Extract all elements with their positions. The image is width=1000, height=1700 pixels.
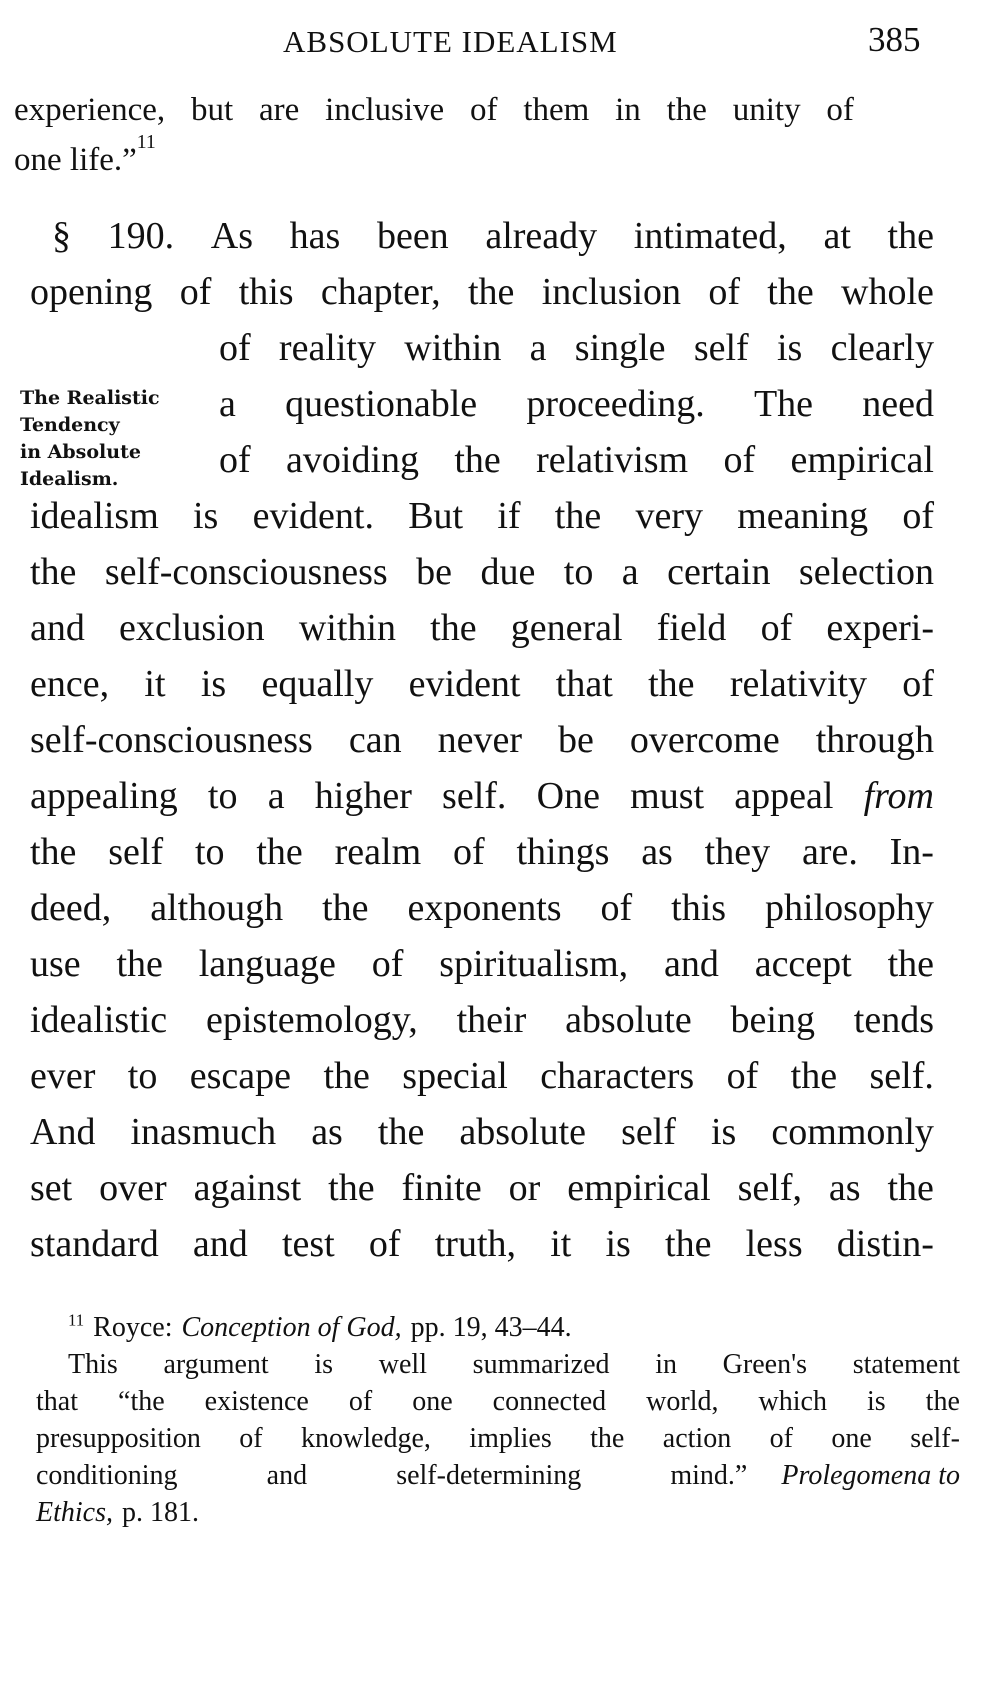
word: need [862,383,934,425]
word: relativism [536,439,689,481]
footnote-work-title: Prolegomena to [781,1460,960,1491]
word: ever [30,1055,96,1097]
word: which [758,1386,827,1417]
word: use [30,943,81,985]
word: the [328,1167,375,1209]
word: never [437,719,522,761]
section-line [30,774,934,818]
word: one [412,1386,453,1417]
word: intimated, [633,215,787,257]
section-line [30,830,934,874]
word: existence [204,1386,309,1417]
word: knowledge, [301,1423,431,1454]
word: due [480,551,536,593]
word: of [371,943,404,985]
word: of [726,1055,759,1097]
word: must [630,775,705,817]
word: § [52,215,71,257]
section-line [30,1222,934,1266]
word: higher [314,775,412,817]
word: epistemology, [206,999,418,1041]
word: presupposition [36,1423,201,1454]
word: the [590,1423,625,1454]
word: be [558,719,594,761]
word: the [790,1055,838,1097]
section-line [30,886,934,930]
word: self-consciousness [104,551,388,593]
word: tends [853,999,934,1041]
sidenote-line: Tendency [20,414,120,436]
word: idealism [30,495,159,537]
word: This [68,1349,118,1380]
footnote-line-words [36,1460,747,1492]
word: within [298,607,396,649]
word: to [194,831,225,873]
word: of [723,439,756,481]
word: of [179,271,212,313]
word: is [866,1386,886,1417]
word: that [36,1386,78,1417]
word: inclusive [325,92,445,128]
word: self. [869,1055,934,1097]
word: to [127,1055,158,1097]
running-head [0,18,1000,68]
word: But [408,495,464,537]
word: the [454,439,501,481]
word: single [574,327,666,369]
word: of [348,1386,373,1417]
word: In- [889,831,934,873]
word: is [314,1349,334,1380]
word: the [256,831,303,873]
continuation-text: one life.” [14,142,137,178]
word: relativity [729,663,867,705]
section-line-words [30,774,934,818]
word: one [831,1423,872,1454]
running-title: ABSOLUTE IDEALISM [283,24,618,59]
word: the [554,495,602,537]
word: the [323,1055,370,1097]
word: general [510,607,623,649]
footnote-line [68,1349,960,1381]
word: the [887,215,934,257]
word: the [116,943,163,985]
word: evident. [252,495,374,537]
word: of [902,495,934,537]
word: escape [189,1055,292,1097]
word: being [730,999,815,1041]
word: set [30,1167,73,1209]
word: proceeding. [526,383,705,425]
word: self- [910,1423,960,1454]
word: already [485,215,598,257]
word: the [925,1386,960,1417]
word: is [710,1111,737,1153]
word: is [605,1223,631,1265]
word: been [376,215,449,257]
word: philosophy [765,887,934,929]
word: As [210,215,254,257]
footnote-work-page: p. 181. [122,1497,199,1528]
word: clearly [830,327,934,369]
word: self [108,831,164,873]
word: language [198,943,336,985]
footnote-reference: 11 [136,131,156,153]
word: implies [469,1423,552,1454]
word: world, [646,1386,719,1417]
word: it [550,1223,572,1265]
word: if [497,495,521,537]
section-line [30,270,934,314]
word: is [193,495,219,537]
word: this [238,271,294,313]
word: of [760,607,793,649]
word: mind.” [670,1460,748,1491]
continuation-line [14,131,156,179]
word: questionable [285,383,478,425]
word: as [311,1111,343,1153]
word: ence, [30,663,110,705]
word: but [190,92,234,128]
section-line [30,718,934,762]
word: they [704,831,771,873]
footnote-marker: 11 [68,1310,85,1330]
word: this [671,887,727,929]
word: self-consciousness [30,719,313,761]
word: self. [442,775,507,817]
word: a [219,383,236,425]
word: the [767,271,814,313]
word: of [708,271,740,313]
word: a [621,551,639,593]
word: appeal [734,775,834,817]
section-line [30,1166,934,1210]
word: the [377,1111,425,1153]
word: the [30,551,77,593]
word: certain [667,551,771,593]
word: commonly [771,1111,934,1153]
section-line [30,494,934,538]
word: the [430,607,477,649]
word: evident [408,663,521,705]
word: self [621,1111,676,1153]
word: and [30,607,85,649]
word: as [641,831,673,873]
word: is [776,327,803,369]
word: of [239,1423,263,1454]
sidenote-line: in Absolute [20,441,141,463]
footnote-citation [68,1312,960,1344]
word: avoiding [286,439,419,481]
word: The [753,383,814,425]
page-number: 385 [868,20,921,59]
word: exclusion [119,607,265,649]
word: of [368,1223,401,1265]
word: argument [163,1349,269,1380]
word: and [664,943,719,985]
word: at [823,215,851,257]
word: against [193,1167,302,1209]
footnote-author: Royce: [93,1312,173,1343]
word: self [693,327,749,369]
footnote-line [36,1497,960,1529]
word: to [563,551,594,593]
section-line [219,438,934,482]
word: deed, [30,887,112,929]
word: unity [732,92,801,128]
word: in [655,1349,677,1380]
word: inclusion [541,271,682,313]
word: the [648,663,695,705]
word: absolute [565,999,692,1041]
word: of [452,831,485,873]
section-line [30,1054,934,1098]
word: characters [540,1055,695,1097]
word: are [258,92,300,128]
word: spiritualism, [439,943,629,985]
marginal-sidenote [20,385,200,493]
footnote-line [36,1423,960,1455]
word: of [769,1423,793,1454]
word: of [219,439,251,481]
word: the [887,943,934,985]
word: the [666,92,707,128]
word: meaning [737,495,869,537]
word: finite [401,1167,482,1209]
word: special [402,1055,508,1097]
section-line [219,382,934,426]
word: summarized [472,1349,610,1380]
word: it [144,663,166,705]
word: very [635,495,703,537]
word: standard [30,1223,159,1265]
word: equally [261,663,374,705]
word: chapter, [320,271,441,313]
word: or [508,1167,541,1209]
word: the [467,271,515,313]
section-line [30,606,934,650]
word: and [192,1223,248,1265]
word: and [266,1460,308,1491]
word: over [99,1167,167,1209]
word: truth, [434,1223,517,1265]
word: One [536,775,600,817]
section-line [52,214,934,258]
word: them [523,92,590,128]
word: Green's [722,1349,808,1380]
word: is [200,663,227,705]
footnote-line [36,1386,960,1418]
word: overcome [629,719,780,761]
word: self-determining [396,1460,582,1491]
word: through [815,719,934,761]
word: can [348,719,402,761]
word: realm [334,831,422,873]
word: well [378,1349,427,1380]
word: of [219,327,251,369]
emphasis-word: from [863,775,934,817]
word: to [207,775,238,817]
word: be [416,551,453,593]
section-line [30,550,934,594]
word: test [281,1223,335,1265]
word: the [665,1223,712,1265]
word: distin- [836,1223,934,1265]
word: of [600,887,633,929]
footnote-pages: pp. 19, 43–44. [410,1312,572,1343]
word: their [456,999,527,1041]
word: has [289,215,341,257]
word: things [516,831,610,873]
word: accept [754,943,852,985]
word: a [267,775,285,817]
word: action [662,1423,732,1454]
word: connected [492,1386,607,1417]
word: field [656,607,727,649]
word: that [555,663,613,705]
footnote-line [36,1460,960,1492]
word: selection [798,551,934,593]
section-line [219,326,934,370]
word: And [30,1111,96,1153]
word: less [745,1223,803,1265]
sidenote-line: Idealism. [20,468,119,490]
word: experience, [14,92,166,128]
word: exponents [407,887,562,929]
word: absolute [459,1111,587,1153]
section-line [30,942,934,986]
footnote-title: Conception of God, [181,1312,402,1343]
word: of [826,92,854,128]
word: of [470,92,498,128]
section-line [30,1110,934,1154]
word: empirical [790,439,934,481]
word: idealistic [30,999,168,1041]
word: a [529,327,547,369]
word: within [404,327,502,369]
word: the [887,1167,934,1209]
word: statement [852,1349,960,1380]
section-line [30,662,934,706]
word: the [322,887,369,929]
word: as [828,1167,861,1209]
word: reality [278,327,376,369]
word: although [150,887,284,929]
word: are. [801,831,858,873]
word: experi- [826,607,934,649]
word: conditioning [36,1460,178,1491]
word: 190. [107,215,175,257]
footnote-work-title: Ethics, [36,1497,113,1528]
section-line [30,998,934,1042]
word: the [30,831,77,873]
word: of [902,663,934,705]
word: whole [841,271,934,313]
sidenote-line: The Realistic [20,387,160,409]
word: self, [737,1167,802,1209]
word: in [615,92,641,128]
word: “the [118,1386,165,1417]
word: opening [30,271,153,313]
continuation-line [14,92,854,129]
word: inasmuch [130,1111,277,1153]
word: empirical [567,1167,711,1209]
word: appealing [30,775,178,817]
